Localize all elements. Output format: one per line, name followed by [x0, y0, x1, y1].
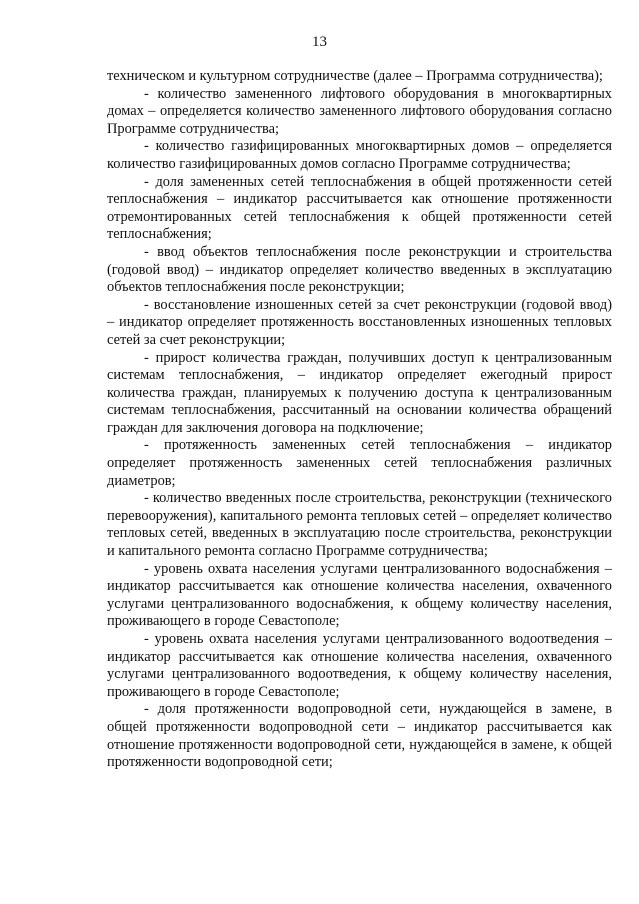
paragraph-cooperation-program: техническом и культурном сотрудничестве (далее – Программа сотрудничества);	[107, 68, 603, 84]
paragraph-elevator-equipment: - количество замененного лифтового оборудования в многоквартирных домах – определяется количество замененного лифтового оборудования согласно Программе сотрудничества;	[107, 85, 612, 137]
paragraph-sewerage-coverage: - уровень охвата населения услугами централизованного водоотведения – индикатор рассчитывается как отношение количества населения, охваченного услугами централизованного водоотведения, к общему количеству населения, проживающего в городе Севастополе;	[107, 631, 612, 700]
paragraph-commissioned-heat-networks: - количество введенных после строительства, реконструкции (технического перевооружения), капитального ремонта тепловых сетей – определяет количество тепловых сетей, введенных в эксплуатацию после строительства, реконструкции и капитального ремонта согласно Программе сотрудничества;	[107, 490, 612, 560]
body-text	[107, 68, 612, 772]
paragraph-water-supply-coverage: - уровень охвата населения услугами централизованного водоснабжения – индикатор рассчитывается как отношение количества населения, охваченного услугами централизованного водоснабжения, к общему количеству населения, проживающего в городе Севастополе;	[107, 560, 612, 630]
paragraph-replaced-networks-length: - протяженность замененных сетей теплоснабжения – индикатор определяет протяженность замененных сетей теплоснабжения различных диаметров;	[107, 437, 612, 489]
paragraph-citizens-access-growth: - прирост количества граждан, получивших доступ к централизованным системам теплоснабжения, – индикатор определяет ежегодный прирост количества граждан, планируемых к получению доступа к централизованным системам теплоснабжения, рассчитанный на основании количества обращений граждан для заключения договора на подключение;	[107, 349, 612, 436]
paragraph-heat-objects-commissioning: - ввод объектов теплоснабжения после реконструкции и строительства (годовой ввод) – индикатор определяет количество введенных в эксплуатацию объектов теплоснабжения после реконструкции;	[107, 243, 612, 296]
paragraph-water-network-replacement-share: - доля протяженности водопроводной сети, нуждающейся в замене, в общей протяженности водопроводной сети – индикатор рассчитывается как отношение протяженности водопроводной сети, нуждающейся в замене, к общей протяженности водопроводной сети;	[107, 701, 612, 771]
paragraph-gasified-houses: - количество газифицированных многоквартирных домов – определяется количество газифицированных домов согласно Программе сотрудничества;	[107, 138, 612, 172]
paragraph-heat-network-share: - доля замененных сетей теплоснабжения в общей протяженности сетей теплоснабжения – индикатор рассчитывается как отношение протяженности отремонтированных сетей теплоснабжения к общей протяженности сетей теплоснабжения;	[107, 173, 612, 243]
page-number: 13	[312, 34, 327, 50]
paragraph-worn-networks-restoration: - восстановление изношенных сетей за счет реконструкции (годовой ввод) – индикатор определяет протяженность восстановленных изношенных тепловых сетей за счет реконструкции;	[107, 296, 612, 348]
